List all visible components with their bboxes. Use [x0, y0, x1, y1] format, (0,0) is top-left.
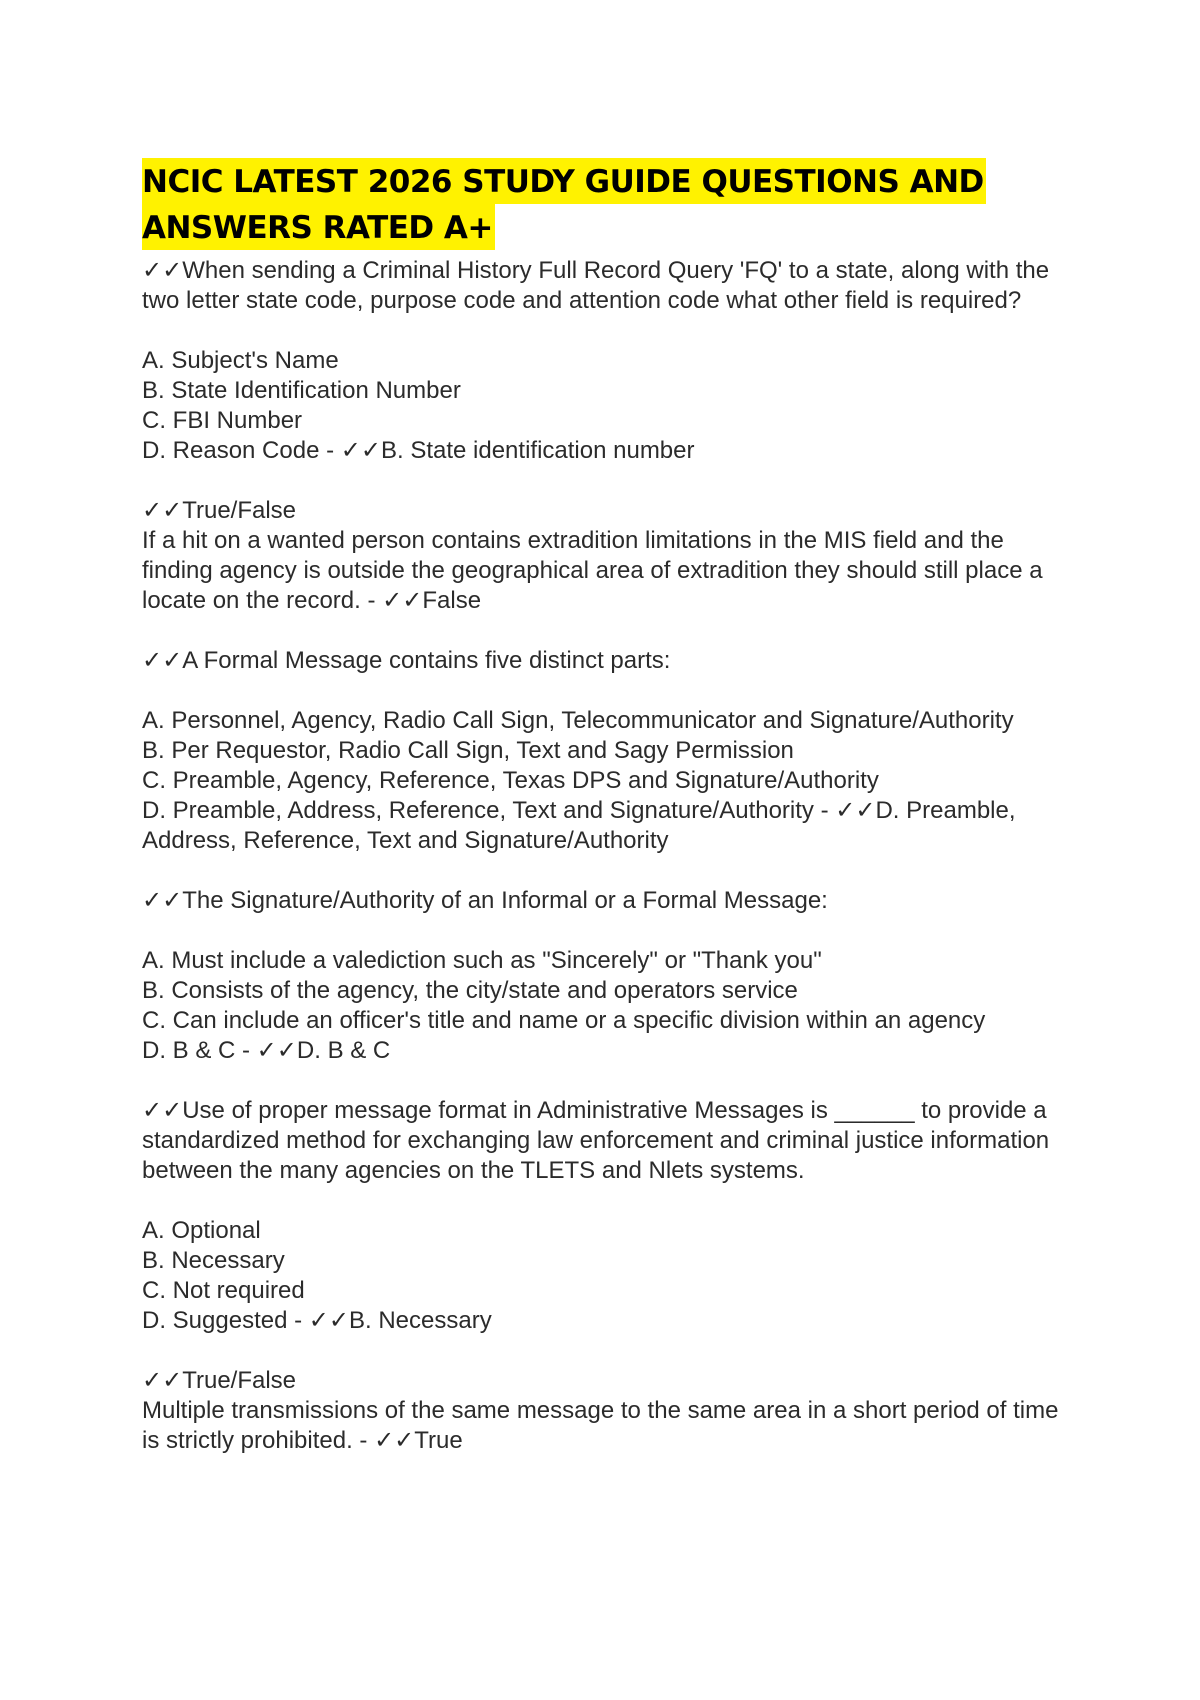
question-text: ✓✓The Signature/Authority of an Informal or a Formal Message:: [142, 887, 828, 914]
question-type: ✓✓True/False: [142, 1367, 297, 1394]
answer-option: A. Optional: [142, 1217, 261, 1244]
answer-option: C. Can include an officer's title and name or a specific division within an agency: [142, 1007, 986, 1034]
answer-option: C. Preamble, Agency, Reference, Texas DPS and Signature/Authority: [142, 767, 879, 794]
answer-option: A. Personnel, Agency, Radio Call Sign, Telecommunicator and Signature/Authority: [142, 707, 1014, 734]
question-text: standardized method for exchanging law enforcement and criminal justice information: [142, 1127, 1050, 1154]
question-type: ✓✓True/False: [142, 497, 297, 524]
answer-option-with-answer: D. B & C - ✓✓D. B & C: [142, 1037, 391, 1064]
question-text-with-answer: is strictly prohibited. - ✓✓True: [142, 1427, 463, 1454]
answer-option-with-answer: D. Preamble, Address, Reference, Text and Signature/Authority - ✓✓D. Preamble,: [142, 797, 1016, 824]
question-text: two letter state code, purpose code and attention code what other field is required?: [142, 287, 1022, 314]
question-block-1: [142, 256, 1062, 466]
question-text: ✓✓Use of proper message format in Administrative Messages is ______ to provide a: [142, 1097, 1047, 1124]
question-block-5: [142, 1096, 1062, 1336]
answer-option: A. Must include a valediction such as "Sincerely" or "Thank you": [142, 947, 822, 974]
answer-option: A. Subject's Name: [142, 347, 339, 374]
question-text-with-answer: locate on the record. - ✓✓False: [142, 587, 482, 614]
title-line-1: NCIC LATEST 2026 STUDY GUIDE QUESTIONS AND: [142, 158, 986, 204]
document-title: [142, 158, 1062, 250]
title-line-2: ANSWERS RATED A+: [142, 204, 495, 250]
question-text: between the many agencies on the TLETS and Nlets systems.: [142, 1157, 805, 1184]
question-block-6: [142, 1366, 1062, 1456]
answer-option: B. Consists of the agency, the city/state and operators service: [142, 977, 798, 1004]
answer-option: C. FBI Number: [142, 407, 303, 434]
document-page: [142, 158, 1062, 1456]
answer-option: B. State Identification Number: [142, 377, 461, 404]
answer-option: B. Per Requestor, Radio Call Sign, Text and Sagy Permission: [142, 737, 794, 764]
answer-option: C. Not required: [142, 1277, 305, 1304]
question-text: ✓✓When sending a Criminal History Full Record Query 'FQ' to a state, along with the: [142, 257, 1050, 284]
answer-option-with-answer: D. Suggested - ✓✓B. Necessary: [142, 1307, 492, 1334]
answer-option: B. Necessary: [142, 1247, 285, 1274]
question-text: If a hit on a wanted person contains extradition limitations in the MIS field and the: [142, 527, 1004, 554]
question-block-3: [142, 646, 1062, 856]
answer-option-with-answer: D. Reason Code - ✓✓B. State identification number: [142, 437, 695, 464]
question-block-4: [142, 886, 1062, 1066]
answer-continuation: Address, Reference, Text and Signature/Authority: [142, 827, 669, 854]
question-text: finding agency is outside the geographical area of extradition they should still place a: [142, 557, 1043, 584]
question-text: ✓✓A Formal Message contains five distinct parts:: [142, 647, 671, 674]
question-text: Multiple transmissions of the same message to the same area in a short period of time: [142, 1397, 1059, 1424]
question-block-2: [142, 496, 1062, 616]
